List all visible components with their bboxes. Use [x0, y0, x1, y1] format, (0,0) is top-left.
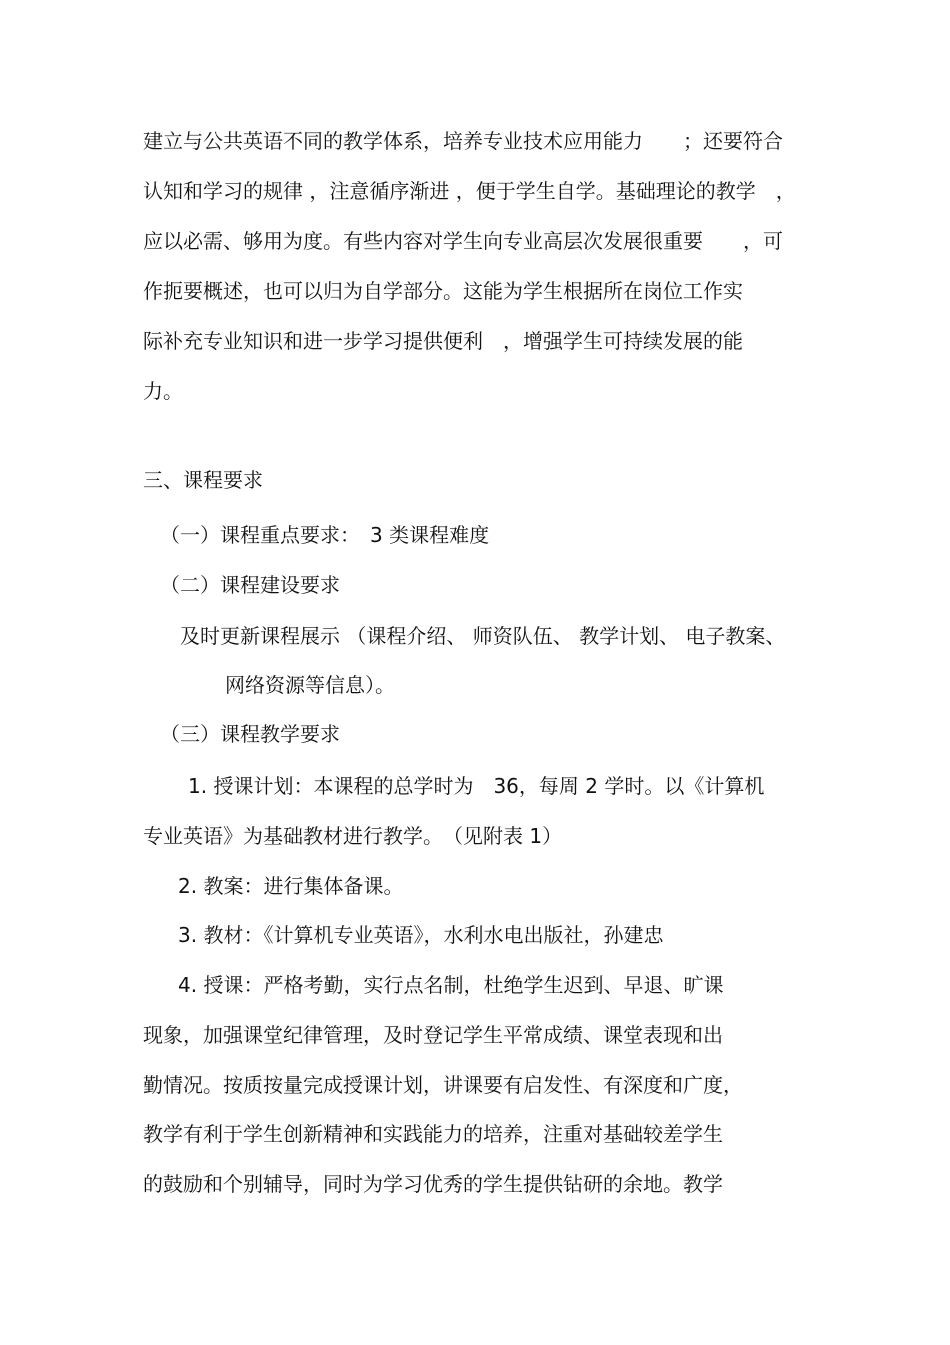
intro-line-5: 际补充专业知识和进一步学习提供便利 ，增强学生可持续发展的能 — [143, 329, 743, 353]
intro-line-6: 力。 — [143, 379, 183, 403]
intro-line-1: 建立与公共英语不同的教学体系，培养专业技术应用能力 ；还要符合 — [143, 129, 783, 153]
sub3-heading: （三）课程教学要求 — [160, 722, 340, 746]
item1-line-1: 1. 授课计划：本课程的总学时为 36，每周 2 学时。以《计算机 — [188, 774, 765, 798]
sub1-heading: （一）课程重点要求： 3 类课程难度 — [160, 523, 490, 547]
intro-line-4: 作扼要概述，也可以归为自学部分。这能为学生根据所在岗位工作实 — [143, 279, 743, 303]
sub2-text-line-2: 网络资源等信息）。 — [225, 673, 395, 697]
sub2-heading: （二）课程建设要求 — [160, 573, 340, 597]
item4-line-5: 的鼓励和个别辅导，同时为学习优秀的学生提供钻研的余地。教学 — [143, 1172, 723, 1196]
intro-line-3: 应以必需、够用为度。有些内容对学生向专业高层次发展很重要 ，可 — [143, 229, 783, 253]
item4-line-1: 4. 授课：严格考勤，实行点名制，杜绝学生迟到、早退、旷课 — [178, 973, 724, 997]
item3: 3. 教材：《计算机专业英语》，水利水电出版社，孙建忠 — [178, 923, 664, 947]
section-heading: 三、课程要求 — [143, 468, 263, 492]
item4-line-4: 教学有利于学生创新精神和实践能力的培养，注重对基础较差学生 — [143, 1122, 723, 1146]
sub2-text-line-1: 及时更新课程展示 （课程介绍、 师资队伍、 教学计划、 电子教案、 — [180, 624, 786, 648]
item4-line-2: 现象，加强课堂纪律管理，及时登记学生平常成绩、课堂表现和出 — [143, 1023, 723, 1047]
item4-line-3: 勤情况。按质按量完成授课计划，讲课要有启发性、有深度和广度， — [143, 1073, 743, 1097]
item2: 2. 教案：进行集体备课。 — [178, 874, 404, 898]
item1-line-2: 专业英语》为基础教材进行教学。 （见附表 1） — [143, 824, 563, 848]
intro-line-2: 认知和学习的规律 ，注意循序渐进 ，便于学生自学。基础理论的教学 ， — [143, 179, 796, 203]
